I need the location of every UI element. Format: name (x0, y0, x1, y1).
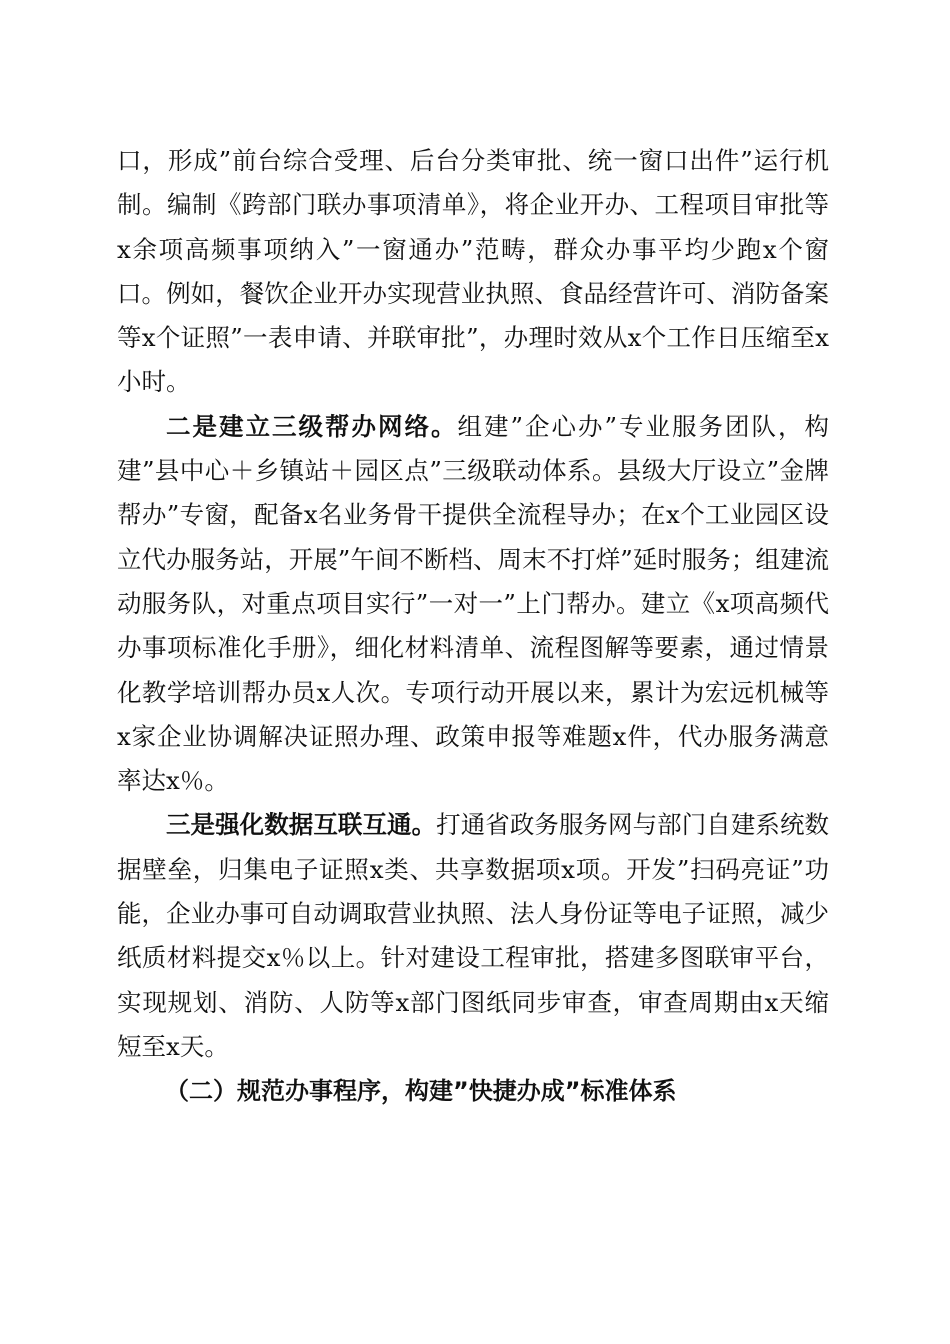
paragraph-data-interconnection (117, 803, 829, 1069)
paragraph-lead: 三是强化数据互联互通。 (166, 810, 437, 840)
paragraph-lead: 二是建立三级帮办网络。 (166, 411, 458, 441)
section-heading: （二）规范办事程序，构建”快捷办成”标准体系 (165, 1077, 677, 1106)
paragraph-continuation (117, 139, 829, 405)
paragraph-text: 组建”企心办”专业服务团队，构建”县中心＋乡镇站＋园区点”三级联动体系。县级大厅设立”金牌帮办”专窗，配备x名业务骨干提供全流程导办；在x个工业园区设立代办服务站，开展”午间不断档、周末不打烊”延时服务；组建流动服务队，对重点项目实行”一对一”上门帮办。建立《x项高频代办事项标准化手册》，细化材料清单、流程图解等要素，通过情景化教学培训帮办员x人次。专项行动开展以来，累计为宏远机械等x家企业协调解决证照办理、政策申报等难题x件，代办服务满意率达x％。 (117, 411, 829, 796)
paragraph-text: 打通省政务服务网与部门自建系统数据壁垒，归集电子证照x类、共享数据项x项。开发”扫码亮证”功能，企业办事可自动调取营业执照、法人身份证等电子证照，减少纸质材料提交x％以上。针对建设工程审批，搭建多图联审平台，实现规划、消防、人防等x部门图纸同步审查，审查周期由x天缩短至x天。 (117, 810, 830, 1061)
body-text (117, 139, 829, 1114)
paragraph-three-level-network (117, 405, 829, 804)
paragraph-text: 口，形成”前台综合受理、后台分类审批、统一窗口出件”运行机制。编制《跨部门联办事项清单》，将企业开办、工程项目审批等x余项高频事项纳入”一窗通办”范畴，群众办事平均少跑x个窗口。例如，餐饮企业开办实现营业执照、食品经营许可、消防备案等x个证照”一表申请、并联审批”，办理时效从x个工作日压缩至x小时。 (117, 146, 829, 397)
